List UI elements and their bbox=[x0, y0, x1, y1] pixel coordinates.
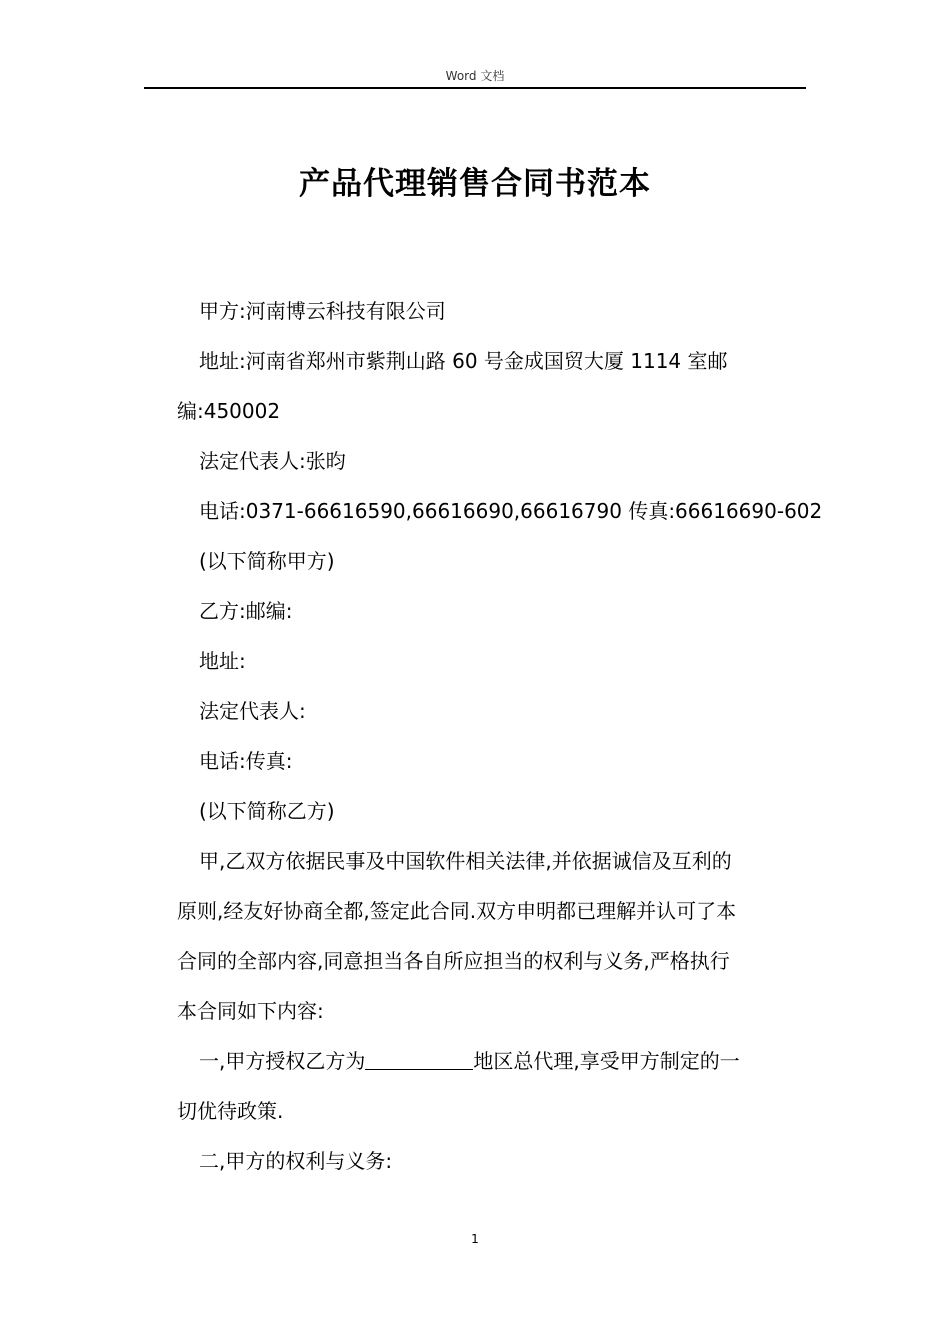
clause-1-suffix: 地区总代理,享受甲方制定的一 bbox=[473, 1049, 740, 1073]
header-divider bbox=[144, 87, 806, 89]
document-body bbox=[177, 286, 823, 1186]
party-a-legal-rep: 法定代表人:张昀 bbox=[199, 449, 346, 473]
party-a-phone-fax: 电话:0371-66616590,66616690,66616790 传真:66616690-602 bbox=[199, 499, 823, 523]
clause-1-prefix: 一,甲方授权乙方为 bbox=[199, 1049, 366, 1073]
document-title: 产品代理销售合同书范本 bbox=[299, 166, 651, 202]
clause-1-continued: 切优待政策. bbox=[177, 1099, 284, 1123]
page-header: Word 文档 bbox=[445, 69, 505, 83]
region-blank-underline bbox=[365, 1049, 473, 1070]
party-a-alias: (以下简称甲方) bbox=[199, 549, 335, 573]
party-a-name: 甲方:河南博云科技有限公司 bbox=[199, 299, 446, 323]
party-b-phone-fax: 电话:传真: bbox=[199, 749, 293, 773]
party-b-alias: (以下简称乙方) bbox=[199, 799, 335, 823]
preamble-line-1: 甲,乙双方依据民事及中国软件相关法律,并依据诚信及互利的 bbox=[199, 849, 732, 873]
party-b-address: 地址: bbox=[199, 649, 246, 673]
clause-2-heading: 二,甲方的权利与义务: bbox=[199, 1149, 393, 1173]
page-number: 1 bbox=[471, 1232, 479, 1246]
preamble-line-2: 原则,经友好协商全都,签定此合同.双方申明都已理解并认可了本 bbox=[177, 899, 737, 923]
preamble-line-4: 本合同如下内容: bbox=[177, 999, 324, 1023]
party-b-name: 乙方:邮编: bbox=[199, 599, 293, 623]
preamble-line-3: 合同的全部内容,同意担当各自所应担当的权利与义务,严格执行 bbox=[177, 949, 730, 973]
party-b-legal-rep: 法定代表人: bbox=[199, 699, 306, 723]
clause-1 bbox=[177, 1036, 802, 1086]
party-a-postcode: 编:450002 bbox=[177, 399, 281, 423]
party-a-address: 地址:河南省郑州市紫荆山路 60 号金成国贸大厦 1114 室邮 bbox=[199, 349, 728, 373]
